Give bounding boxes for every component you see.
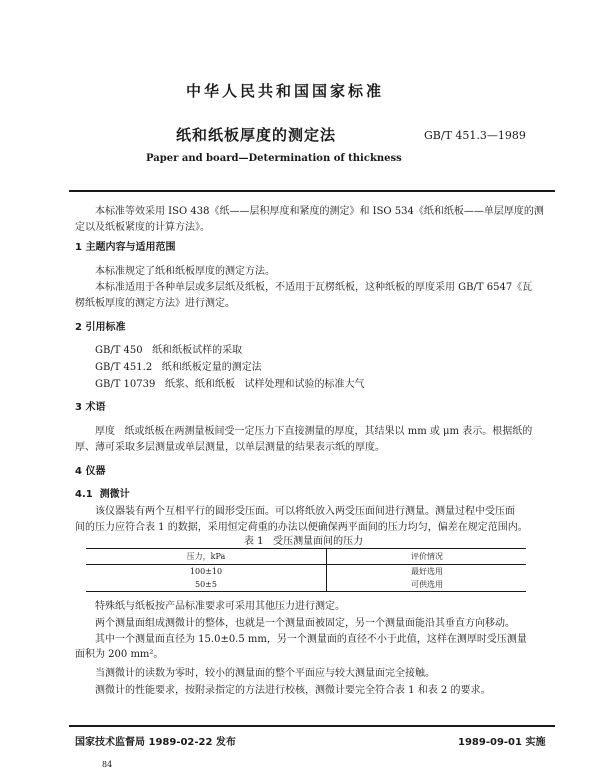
after-table-line-6: 测微计的性能要求，按附录指定的方法进行校核，测微计要完全符合表 1 和表 2 的要求。 xyxy=(95,685,491,696)
section-4-heading: 4 仪器 xyxy=(75,466,106,477)
table-cell-evaluation: 最好选用 xyxy=(411,567,443,576)
approval-date: 国家技术监督局 1989-02-22 发布 xyxy=(75,737,236,748)
after-table-line-5: 当测微计的读数为零时，较小的测量面的整个平面应与较大测量面完全接触。 xyxy=(95,668,435,679)
table-row xyxy=(86,565,526,579)
section-3-heading: 3 术语 xyxy=(75,402,106,413)
intro-line-2: 定以及纸板紧度的计算方法》。 xyxy=(75,222,210,233)
reference-item: GB/T 10739 纸浆、纸和纸板 试样处理和试验的标准大气 xyxy=(95,379,365,390)
standard-code: GB/T 451.3—1989 xyxy=(424,129,526,142)
table-cell-evaluation: 可供选用 xyxy=(327,578,527,592)
after-table-line-4: 面积为 200 mm²。 xyxy=(75,649,164,660)
table-cell-pressure: 100±10 xyxy=(86,565,327,579)
table-cell-pressure: 50±5 xyxy=(86,578,327,592)
table-header-evaluation: 评价情况 xyxy=(327,549,527,565)
reference-item: GB/T 451.2 纸和纸板定量的测定法 xyxy=(95,362,262,373)
section-1-heading: 1 主题内容与适用范围 xyxy=(75,242,176,253)
pressure-table xyxy=(86,548,526,592)
page-number: 84 xyxy=(102,760,113,769)
table-row xyxy=(86,578,526,592)
title-cn: 纸和纸板厚度的测定法 xyxy=(176,126,337,144)
footer-rule xyxy=(69,725,555,727)
section-3-line-1: 厚度 纸或纸板在两测量板间受一定压力下直接测量的厚度，其结果以 mm 或 μm 表示。根据纸的 xyxy=(95,426,533,437)
section-3-line-2: 厚、薄可采取多层测量或单层测量，以单层测量的结果表示纸的厚度。 xyxy=(75,442,385,453)
after-table-line-1: 特殊纸与纸板按产品标准要求可采用其他压力进行测定。 xyxy=(95,601,345,612)
standard-category: 中华人民共和国国家标准 xyxy=(186,82,385,100)
title-en: Paper and board—Determination of thickness xyxy=(146,153,402,164)
section-4-1-heading: 4.1 测微计 xyxy=(75,489,130,500)
intro-line-1: 本标准等效采用 ISO 438《纸——层积厚度和紧度的测定》和 ISO 534《纸和纸板——单层厚度的测 xyxy=(95,206,544,217)
section-2-heading: 2 引用标准 xyxy=(75,322,126,333)
after-table-line-3: 其中一个测量面直径为 15.0±0.5 mm，另一个测量面的直径不小于此值，这样在测厚时受压测量 xyxy=(95,634,527,645)
effective-date: 1989-09-01 实施 xyxy=(458,737,546,748)
table-header-row xyxy=(86,549,526,565)
header-rule xyxy=(69,190,555,192)
table-header-pressure: 压力，kPa xyxy=(86,549,327,565)
section-1-para-2-line-2: 楞纸板厚度的测定方法》进行测定。 xyxy=(75,298,235,309)
reference-item: GB/T 450 纸和纸板试样的采取 xyxy=(95,345,243,356)
table-1-caption: 表 1 受压测量面间的压力 xyxy=(244,536,364,547)
section-1-para-2-line-1: 本标准适用于各种单层或多层纸及纸板，不适用于瓦楞纸板，这种纸板的厚度采用 GB/T 6547《瓦 xyxy=(95,282,533,293)
section-4-1-line-1: 该仪器装有两个互相平行的圆形受压面。可以将纸放入两受压面间进行测量。测量过程中受压面 xyxy=(95,506,515,517)
section-4-1-line-2: 间的压力应符合表 1 的数据，采用恒定荷重的办法以便确保两平面间的压力均匀，偏差在规定范围内。 xyxy=(75,522,528,533)
section-1-para-1: 本标准规定了纸和纸板厚度的测定方法。 xyxy=(95,266,275,277)
after-table-line-2: 两个测量面组成测微计的整体，也就是一个测量面被固定，另一个测量面能沿其垂直方向移动。 xyxy=(95,618,515,629)
